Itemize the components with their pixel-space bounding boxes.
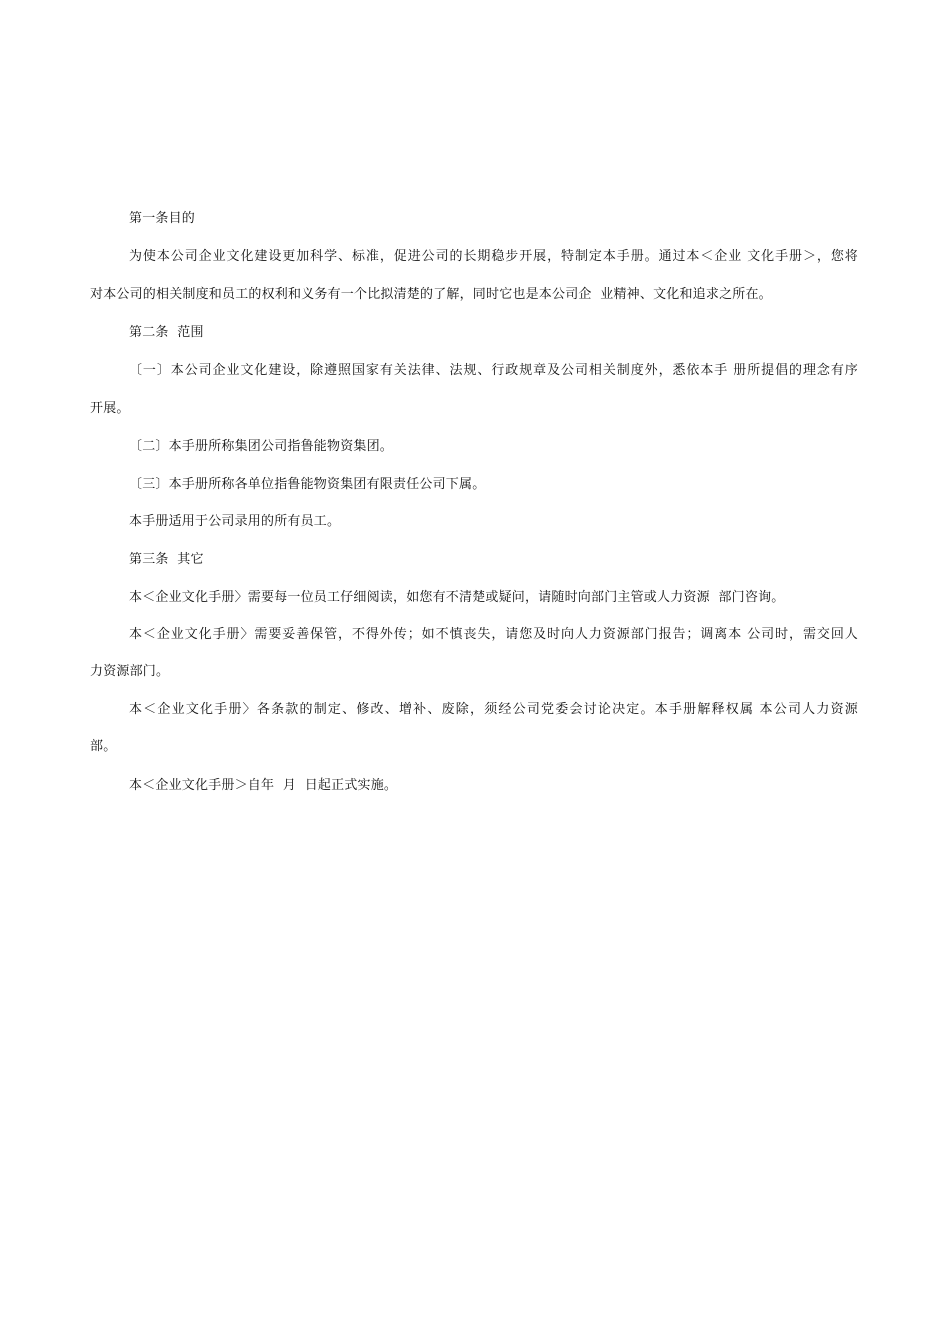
article-2-item-2: 〔二〕本手册所称集团公司指鲁能物资集团。	[129, 439, 394, 454]
article-3-paragraph-3-line-2: 部。	[90, 739, 117, 754]
article-1-heading: 第一条目的	[129, 211, 196, 226]
article-2-item-3: 〔三〕本手册所称各单位指鲁能物资集团有限责任公司下属。	[129, 477, 486, 492]
article-2-item-1-line-2: 开展。	[90, 401, 130, 416]
article-3-paragraph-4: 本＜企业文化手册＞自年 月 日起正式实施。	[129, 778, 398, 793]
article-3-paragraph-2-line-2: 力资源部门。	[90, 664, 170, 679]
article-2-item-1-line-1: 〔一〕本公司企业文化建设，除遵照国家有关法律、法规、行政规章及公司相关制度外，悉依本手 册所提倡的理念有序	[129, 363, 858, 378]
article-1-paragraph-line-1: 为使本公司企业文化建设更加科学、标准，促进公司的长期稳步开展，特制定本手册。通过本＜企业 文化手册＞，您将	[129, 249, 858, 264]
article-3-paragraph-3-line-1: 本＜企业文化手册〉各条款的制定、修改、增补、废除，须经公司党委会讨论决定。本手册解释权属 本公司人力资源	[129, 702, 858, 717]
article-2-scope: 本手册适用于公司录用的所有员工。	[129, 514, 341, 529]
article-3-paragraph-2-line-1: 本＜企业文化手册〉需要妥善保管，不得外传；如不慎丧失，请您及时向人力资源部门报告；调离本 公司时，需交回人	[129, 627, 858, 642]
article-3-paragraph-1: 本＜企业文化手册〉需要每一位员工仔细阅读，如您有不清楚或疑问，请随时向部门主管或人力资源 部门咨询。	[129, 590, 785, 605]
article-1-paragraph-line-2: 对本公司的相关制度和员工的权利和义务有一个比拟清楚的了解，同时它也是本公司企 业精神、文化和追求之所在。	[90, 287, 772, 302]
article-2-heading: 第二条 范围	[129, 325, 204, 340]
article-3-heading: 第三条 其它	[129, 552, 204, 567]
